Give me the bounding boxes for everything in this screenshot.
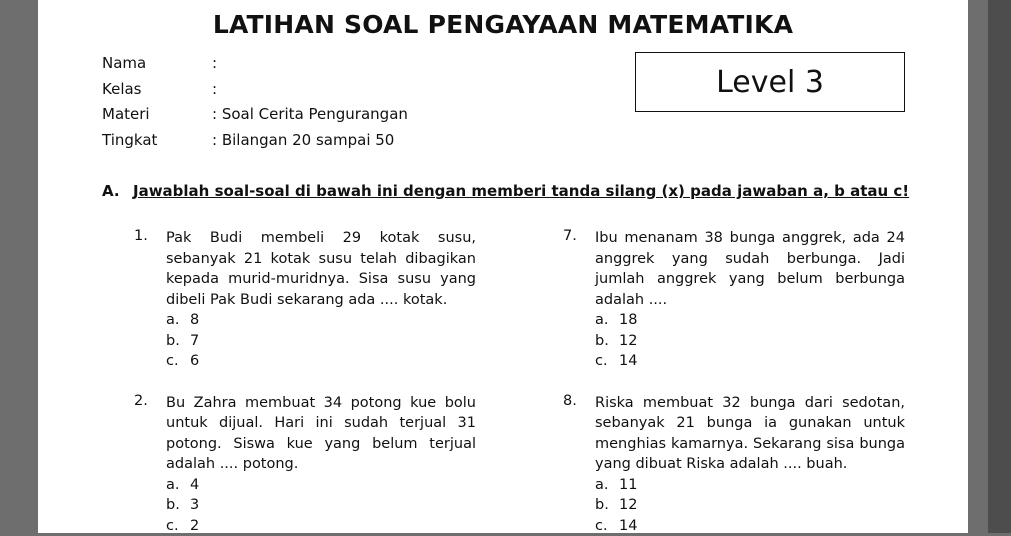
right-question-column: [563, 228, 905, 536]
option-a[interactable]: a. 11: [595, 475, 905, 496]
question-text: Pak Budi membeli 29 kotak susu, sebanyak 21 kotak susu telah dibagikan kepada murid-muridnya. Sisa susu yang dibeli Pak Budi sekarang ada .... kotak.: [166, 228, 476, 310]
question-text: Riska membuat 32 bunga dari sedotan, sebanyak 21 bunga ia gunakan untuk menghias kamarnya. Sekarang sisa bunga yang dibuat Riska adalah .... buah.: [595, 393, 905, 475]
question-number: 8.: [563, 393, 577, 409]
option-a[interactable]: a. 18: [595, 310, 905, 331]
option-a[interactable]: a. 8: [166, 310, 476, 331]
question-number: 1.: [134, 228, 148, 244]
question-number: 2.: [134, 393, 148, 409]
question-number: 7.: [563, 228, 577, 244]
question-text: Bu Zahra membuat 34 potong kue bolu untuk dijual. Hari ini sudah terjual 31 potong. Siswa kue yang belum terjual adalah .... potong.: [166, 393, 476, 475]
info-value: : Soal Cerita Pengurangan: [212, 105, 408, 123]
info-value: :: [212, 80, 217, 98]
option-c[interactable]: c. 14: [595, 516, 905, 536]
question-text: Ibu menanam 38 bunga anggrek, ada 24 anggrek yang sudah berbunga. Jadi jumlah anggrek yang belum berbunga adalah ....: [595, 228, 905, 310]
page-title: LATIHAN SOAL PENGAYAAN MATEMATIKA: [38, 10, 968, 39]
info-label: Materi: [102, 105, 150, 123]
option-c[interactable]: c. 6: [166, 351, 476, 372]
info-label: Kelas: [102, 80, 142, 98]
info-value: : Bilangan 20 sampai 50: [212, 131, 394, 149]
question-1: [134, 228, 476, 372]
option-c[interactable]: c. 2: [166, 516, 476, 536]
option-b[interactable]: b. 7: [166, 331, 476, 352]
info-label: Tingkat: [102, 131, 157, 149]
level-box: [635, 52, 905, 112]
level-label: Level 3: [716, 65, 824, 100]
question-8: [563, 393, 905, 536]
option-b[interactable]: b. 12: [595, 331, 905, 352]
question-7: [563, 228, 905, 372]
option-a[interactable]: a. 4: [166, 475, 476, 496]
info-value: :: [212, 54, 217, 72]
option-b[interactable]: b. 12: [595, 495, 905, 516]
left-question-column: [134, 228, 476, 536]
section-instruction: Jawablah soal-soal di bawah ini dengan memberi tanda silang (x) pada jawaban a, b atau c!: [133, 182, 909, 200]
question-2: [134, 393, 476, 536]
section-letter: A.: [102, 182, 120, 200]
worksheet-page: [38, 0, 968, 533]
info-label: Nama: [102, 54, 146, 72]
option-b[interactable]: b. 3: [166, 495, 476, 516]
viewer-scroll-rail[interactable]: [988, 0, 1011, 533]
option-c[interactable]: c. 14: [595, 351, 905, 372]
